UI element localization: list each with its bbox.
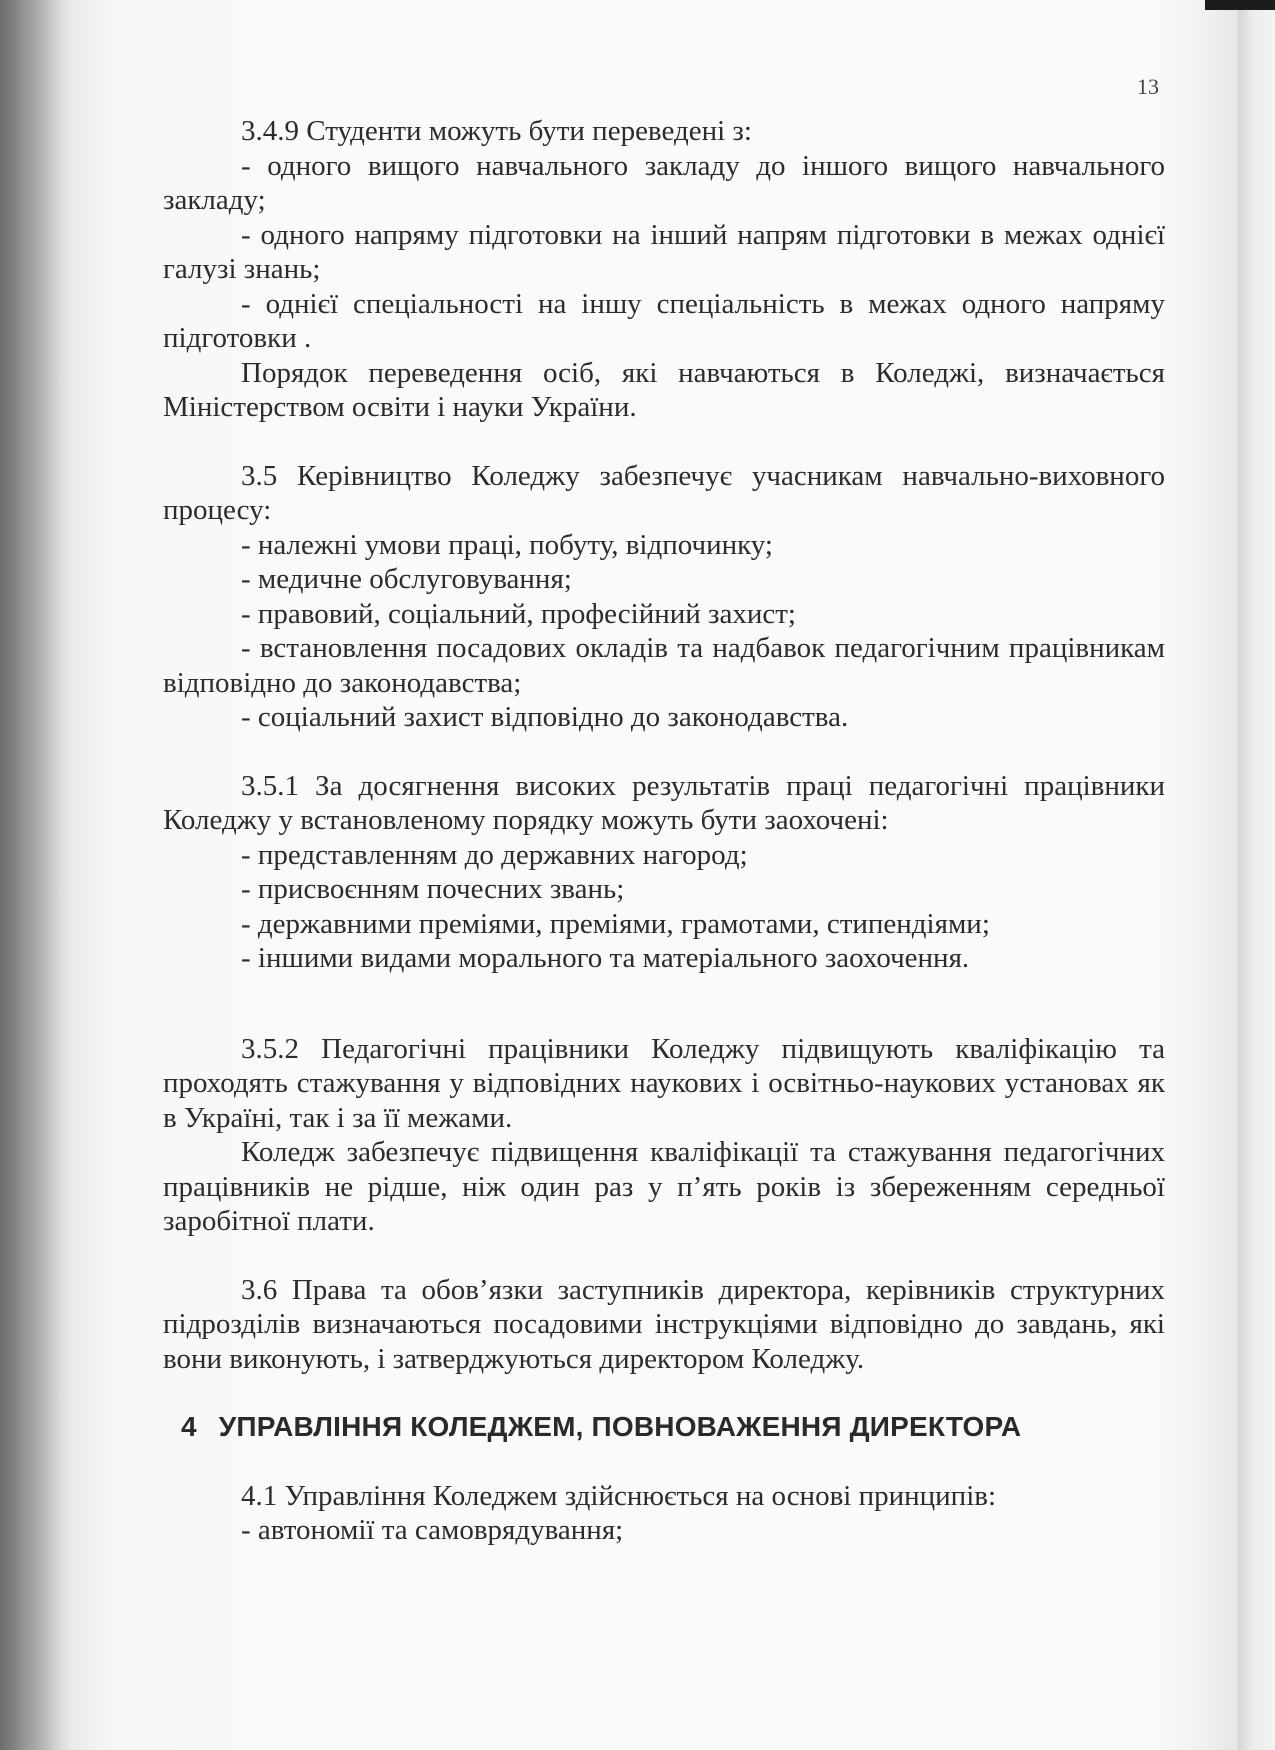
paragraph: Коледж забезпечує підвищення кваліфікації та стажування педагогічних працівників не рідше, ніж один раз у п’ять років із збереженням середньої заробітної плати. — [163, 1136, 1165, 1237]
list-item: - однієї спеціальності на іншу спеціальність в межах одного напряму підготовки . — [163, 287, 1165, 354]
list-item: - встановлення посадових окладів та надбавок педагогічним працівникам відповідно до законодавства; — [163, 632, 1165, 699]
list-item: - належні умови праці, побуту, відпочинку; — [241, 528, 773, 561]
binding-shadow — [0, 0, 70, 1750]
list-item: - медичне обслуговування; — [241, 563, 572, 595]
section-title: УПРАВЛІННЯ КОЛЕДЖЕМ, ПОВНОВАЖЕННЯ ДИРЕКТОРА — [218, 1411, 1022, 1442]
paragraph: Порядок переведення осіб, які навчаються в Коледжі, визначається Міністерством освіти і науки України. — [163, 356, 1165, 423]
clause-4-1: 4.1 Управління Коледжем здійснюється на основі принципів: — [241, 1479, 997, 1512]
scan-corner — [1205, 0, 1275, 10]
list-item: - правовий, соціальний, професійний захист; — [241, 597, 796, 630]
clause-3-5-1: 3.5.1 За досягнення високих результатів праці педагогічні працівники Коледжу у встановленому порядку можуть бути заохочені: — [163, 769, 1165, 836]
list-item: - одного вищого навчального закладу до іншого вищого навчального закладу; — [163, 149, 1165, 216]
clause-3-6: 3.6 Права та обов’язки заступників директора, керівників структурних підрозділів визначаються посадовими інструкціями відповідно до завдань, які вони виконують, і затверджуються директором Коледжу. — [163, 1273, 1165, 1375]
section-heading — [163, 1410, 1165, 1445]
list-item: - соціальний захист відповідно до законодавства. — [241, 701, 849, 733]
clause-3-4-9: 3.4.9 Студенти можуть бути переведені з: — [241, 115, 752, 147]
list-item: - іншими видами морального та матеріального заохочення. — [241, 942, 970, 974]
list-item: - присвоєнням почесних звань; — [241, 873, 625, 905]
list-item: - автономії та самоврядування; — [241, 1514, 624, 1546]
list-item: - одного напряму підготовки на інший напрям підготовки в межах однієї галузі знань; — [163, 218, 1165, 285]
list-item: - державними преміями, преміями, грамотами, стипендіями; — [241, 907, 990, 940]
page-number: 13 — [1137, 74, 1159, 99]
section-number: 4 — [181, 1411, 197, 1442]
clause-3-5: 3.5 Керівництво Коледжу забезпечує учасникам навчально-виховного процесу: — [163, 459, 1165, 526]
next-page-edge — [1238, 0, 1275, 1750]
list-item: - представленням до державних нагород; — [241, 838, 748, 871]
clause-3-5-2: 3.5.2 Педагогічні працівники Коледжу підвищують кваліфікацію та проходять стажування у відповідних наукових і освітньо-наукових установах як в Україні, так і за її межами. — [163, 1032, 1165, 1134]
page-body — [163, 114, 1165, 1548]
